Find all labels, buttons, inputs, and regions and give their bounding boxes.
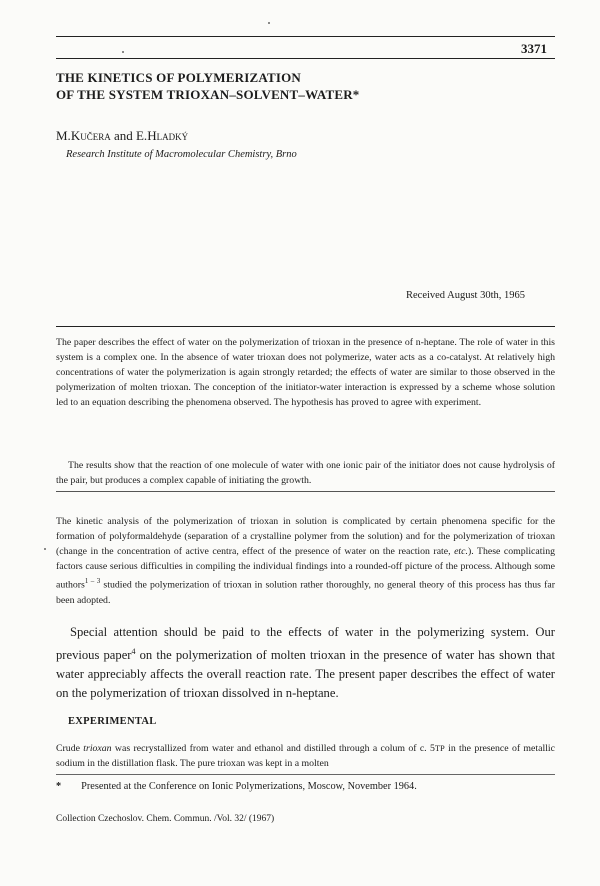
intro-text: ). These complicating factors cause serious difficulties in compiling the individual findings into a rounded-off picture of the process. Although some authors: [56, 546, 555, 591]
main-text: on the polymerization of molten trioxan in the presence of water has shown that water appreciably affects the overall reaction rate. The present paper describes the effect of water on the polymerization of trioxan dissolved in n-heptane.: [56, 648, 555, 701]
author-2-name: Hladký: [147, 128, 189, 143]
received-date: Received August 30th, 1965: [406, 290, 525, 301]
header-rule-lower: [56, 58, 555, 59]
experimental-text: in the presence of metallic sodium in the distillation flask. The pure trioxan was kept in a molten: [56, 743, 555, 770]
title-line-2: OF THE SYSTEM TRIOXAN–SOLVENT–WATER*: [56, 87, 360, 102]
experimental-text: Crude: [56, 743, 84, 754]
abstract-top-rule: [56, 326, 555, 327]
experimental-trioxan: trioxan: [83, 743, 112, 754]
abstract-bottom-rule: [56, 491, 555, 492]
scan-speck: [44, 548, 46, 550]
experimental-tp: TP: [434, 743, 445, 753]
footnote-text: Presented at the Conference on Ionic Polymerizations, Moscow, November 1964.: [81, 781, 417, 792]
footnote-rule: [56, 774, 555, 775]
reference-superscript: 1 – 3: [84, 577, 101, 586]
experimental-text: was recrystallized from water and ethanol and distilled through a colum of c. 5: [111, 743, 435, 754]
section-heading: EXPERIMENTAL: [68, 716, 157, 727]
authors: [56, 128, 188, 144]
author-2-initial: E.: [135, 128, 148, 143]
title-line-1: THE KINETICS OF POLYMERIZATION: [56, 70, 301, 85]
main-paragraph: [56, 623, 555, 703]
scan-speck: [268, 22, 270, 24]
scan-speck: [122, 51, 124, 53]
experimental-paragraph: [56, 741, 555, 771]
intro-paragraph: [56, 514, 555, 608]
page-number: 3371: [521, 41, 547, 56]
author-1-initial: M.: [56, 128, 71, 143]
author-conjunction: and: [110, 128, 136, 143]
author-1-name: Kučera: [70, 128, 111, 143]
footnote-marker: *: [56, 781, 62, 792]
main-text: Special attention should be paid to the effects of water in the polymerizing system. Our previous paper: [56, 625, 555, 663]
header-rule: [56, 36, 555, 37]
affiliation: Research Institute of Macromolecular Chemistry, Brno: [66, 149, 297, 160]
footnote: [56, 781, 555, 792]
intro-text: studied the polymerization of trioxan in solution rather thoroughly, no general theory of this process has thus far been adopted.: [56, 579, 556, 606]
reference-superscript: 4: [131, 647, 136, 656]
abstract-paragraph-2: The results show that the reaction of one molecule of water with one ionic pair of the initiator does not cause hydrolysis of the pair, but produces a complex capable of initiating the growth.: [56, 460, 555, 487]
journal-footer: Collection Czechoslov. Chem. Commun. /Vol. 32/ (1967): [56, 814, 275, 824]
intro-text: The kinetic analysis of the polymerization of trioxan in solution is complicated by certain phenomena specific for the formation of polyformaldehyde (separation of a crystalline polymer from the solution) and for the polymerization of trioxan (change in the concentration of active centra, effect of the presence of water on the reaction rate,: [56, 516, 555, 558]
article-title: [56, 69, 360, 103]
abstract-paragraph-1: The paper describes the effect of water on the polymerization of trioxan in the presence of n-heptane. The role of water in this system is a complex one. In the absence of water trioxan does not polymerize, water acts as a co-catalyst. At relatively high concentrations of water the polymerization is again strongly retarded; the effects of water are similar to those observed in the polymerization of molten trioxan. The conception of the initiator-water interaction is expressed by a scheme whose solution led to an equation describing the phenomena observed. The hypothesis has proved to agree with experiment.: [56, 337, 555, 409]
intro-etc: etc.: [454, 546, 468, 558]
